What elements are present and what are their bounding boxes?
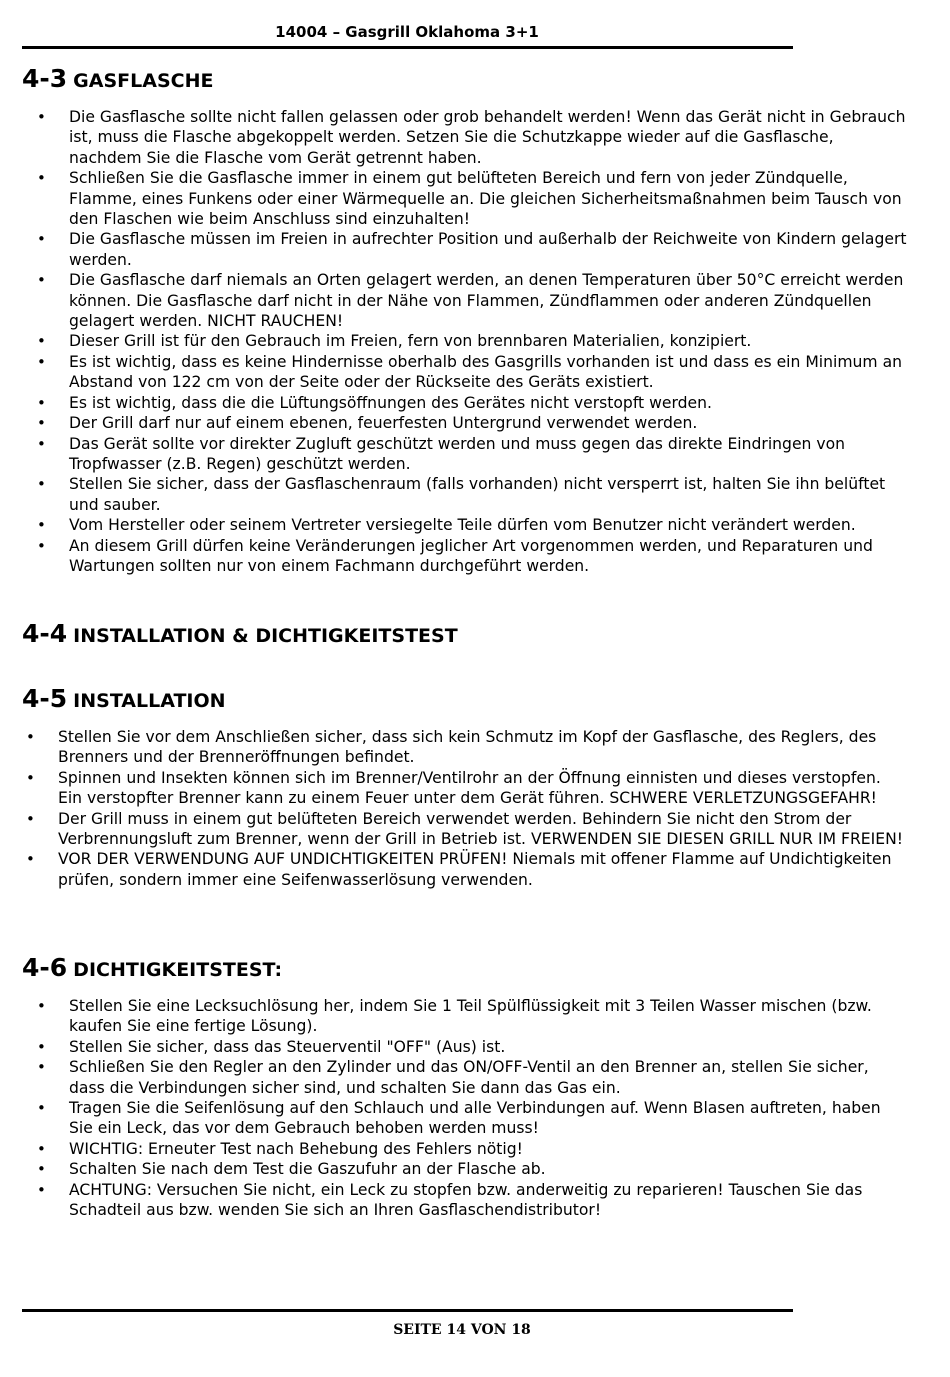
list-item: • Der Grill darf nur auf einem ebenen, feuerfesten Untergrund verwendet werden. — [69, 413, 909, 433]
footer-rule — [22, 1309, 793, 1312]
list-item: • Dieser Grill ist für den Gebrauch im Freien, fern von brennbaren Materialien, konzipiert. — [69, 331, 909, 351]
section-number: 4-6 — [22, 953, 68, 982]
list-item: • Spinnen und Insekten können sich im Brenner/Ventilrohr an der Öffnung einnisten und dieses verstopfen. Ein verstopfter Brenner kann zu einem Feuer unter dem Gerät führen. SCHWERE VERLETZUNGSGEFAHR! — [58, 768, 908, 809]
list-item: • Schalten Sie nach dem Test die Gaszufuhr an der Flasche ab. — [69, 1159, 909, 1179]
list-item: • Das Gerät sollte vor direkter Zugluft geschützt werden und muss gegen das direkte Eindringen von Tropfwasser (z.B. Regen) geschützt werden. — [69, 434, 909, 475]
list-item: • Tragen Sie die Seifenlösung auf den Schlauch und alle Verbindungen auf. Wenn Blasen auftreten, haben Sie ein Leck, das vor dem Gebrauch behoben werden muss! — [69, 1098, 909, 1139]
list-item: • Die Gasflasche müssen im Freien in aufrechter Position und außerhalb der Reichweite von Kindern gelagert werden. — [69, 229, 909, 270]
list-item: • Stellen Sie eine Lecksuchlösung her, indem Sie 1 Teil Spülflüssigkeit mit 3 Teilen Wasser mischen (bzw. kaufen Sie eine fertige Lösung). — [69, 996, 909, 1037]
list-item: • Schließen Sie den Regler an den Zylinder und das ON/OFF-Ventil an den Brenner an, stellen Sie sicher, dass die Verbindungen sicher sind, und schalten Sie dann das Gas ein. — [69, 1057, 909, 1098]
section-title: INSTALLATION & DICHTIGKEITSTEST — [73, 625, 458, 647]
header-rule — [22, 46, 793, 49]
list-installation — [58, 727, 908, 890]
list-item: • WICHTIG: Erneuter Test nach Behebung des Fehlers nötig! — [69, 1139, 909, 1159]
section-title: DICHTIGKEITSTEST: — [73, 959, 283, 981]
section-number: 4-4 — [22, 619, 68, 648]
list-dichtigkeitstest — [69, 996, 909, 1220]
list-item: • Die Gasflasche darf niemals an Orten gelagert werden, an denen Temperaturen über 50°C erreicht werden können. Die Gasflasche darf nicht in der Nähe von Flammen, Zündflammen oder anderen Zündquellen gelagert werden. NICHT RAUCHEN! — [69, 270, 909, 331]
list-item: • Stellen Sie sicher, dass der Gasflaschenraum (falls vorhanden) nicht versperrt ist, halten Sie ihn belüftet und sauber. — [69, 474, 909, 515]
heading-4-4 — [22, 619, 458, 648]
list-item: • Die Gasflasche sollte nicht fallen gelassen oder grob behandelt werden! Wenn das Gerät nicht in Gebrauch ist, muss die Flasche abgekoppelt werden. Setzen Sie die Schutzkappe wieder auf die Gasflasche, nachdem Sie die Flasche vom Gerät getrennt haben. — [69, 107, 909, 168]
section-number: 4-5 — [22, 684, 68, 713]
section-number: 4-3 — [22, 64, 68, 93]
list-item: • Schließen Sie die Gasflasche immer in einem gut belüfteten Bereich und fern von jeder Zündquelle, Flamme, eines Funkens oder einer Wärmequelle an. Die gleichen Sicherheitsmaßnahmen beim Tausch von den Flaschen wie beim Anschluss sind einzuhalten! — [69, 168, 909, 229]
section-title: GASFLASCHE — [73, 70, 214, 92]
list-item: • ACHTUNG: Versuchen Sie nicht, ein Leck zu stopfen bzw. anderweitig zu reparieren! Tauschen Sie das Schadteil aus bzw. wenden Sie sich an Ihren Gasflaschendistributor! — [69, 1180, 909, 1221]
section-title: INSTALLATION — [73, 690, 226, 712]
heading-4-5 — [22, 684, 226, 713]
list-item: • An diesem Grill dürfen keine Veränderungen jeglicher Art vorgenommen werden, und Reparaturen und Wartungen sollten nur von einem Fachmann durchgeführt werden. — [69, 536, 909, 577]
list-gasflasche — [69, 107, 909, 576]
list-item: • Stellen Sie sicher, dass das Steuerventil "OFF" (Aus) ist. — [69, 1037, 909, 1057]
heading-4-3 — [22, 64, 213, 93]
header-title: 14004 – Gasgrill Oklahoma 3+1 — [275, 23, 539, 41]
heading-4-6 — [22, 953, 282, 982]
list-item: • Es ist wichtig, dass es keine Hindernisse oberhalb des Gasgrills vorhanden ist und dass es ein Minimum an Abstand von 122 cm von der Seite oder der Rückseite des Geräts existiert. — [69, 352, 909, 393]
list-item: • Stellen Sie vor dem Anschließen sicher, dass sich kein Schmutz im Kopf der Gasflasche, des Reglers, des Brenners und der Brenneröffnungen befindet. — [58, 727, 908, 768]
page-number: SEITE 14 VON 18 — [393, 1322, 531, 1338]
list-item: • Vom Hersteller oder seinem Vertreter versiegelte Teile dürfen vom Benutzer nicht verändert werden. — [69, 515, 909, 535]
list-item: • Der Grill muss in einem gut belüfteten Bereich verwendet werden. Behindern Sie nicht den Strom der Verbrennungsluft zum Brenner, wenn der Grill in Betrieb ist. VERWENDEN SIE DIESEN GRILL NUR IM FREIEN! — [58, 809, 908, 850]
list-item: • Es ist wichtig, dass die die Lüftungsöffnungen des Gerätes nicht verstopft werden. — [69, 393, 909, 413]
list-item: • VOR DER VERWENDUNG AUF UNDICHTIGKEITEN PRÜFEN! Niemals mit offener Flamme auf Undichtigkeiten prüfen, sondern immer eine Seifenwasserlösung verwenden. — [58, 849, 908, 890]
